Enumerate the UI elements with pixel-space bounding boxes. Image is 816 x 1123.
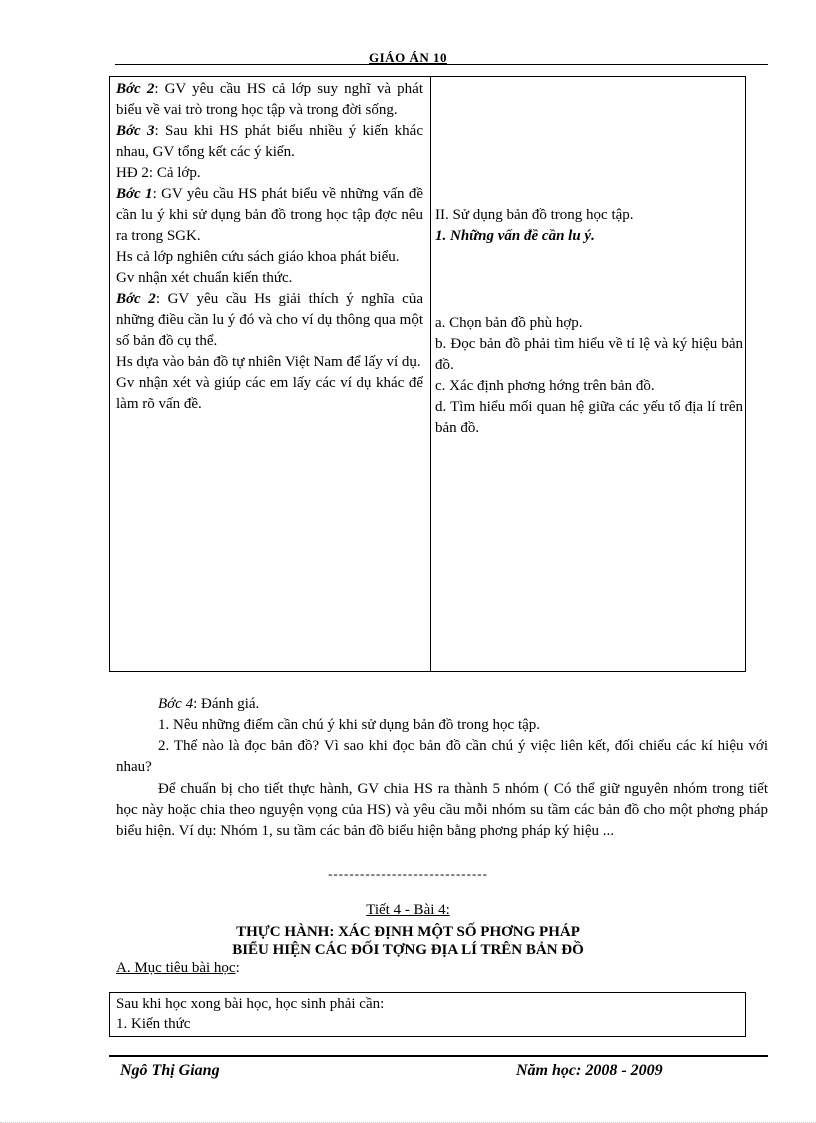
separator: ------------------------------ bbox=[328, 866, 488, 881]
step4-line: Bớc 4: Đánh giá. bbox=[158, 696, 260, 712]
activity-text: Gv nhận xét và giúp các em lấy các ví dụ khác để làm rõ vấn đề. bbox=[116, 375, 423, 412]
content-heading-block bbox=[435, 205, 743, 247]
header-rule bbox=[115, 64, 768, 65]
list-item: b. Đọc bản đồ phải tìm hiểu về tỉ lệ và ký hiệu bản đồ. bbox=[435, 336, 743, 373]
teacher-activities-column bbox=[116, 79, 423, 415]
lesson-title-line2: BIỂU HIỆN CÁC ĐỐI TỢNG ĐỊA LÍ TRÊN BẢN ĐỒ bbox=[232, 942, 584, 958]
preparation-paragraph: Để chuẩn bị cho tiết thực hành, GV chia HS ra thành 5 nhóm ( Có thể giữ nguyên nhóm trong tiết học này hoặc chia theo nguyện vọng của HS) và yêu cầu mỗi nhóm su tầm các bản đồ cho một phơng pháp biểu hiện. Ví dụ: Nhóm 1, su tầm các bản đồ biểu hiện bằng phơng pháp ký hiệu ... bbox=[116, 781, 768, 839]
content-list bbox=[435, 313, 743, 439]
column-divider bbox=[430, 77, 431, 671]
objectives-knowledge: 1. Kiến thức bbox=[116, 1016, 191, 1032]
section-heading: II. Sử dụng bản đồ trong học tập. bbox=[435, 207, 634, 223]
list-item: d. Tìm hiểu mối quan hệ giữa các yếu tố địa lí trên bản đồ. bbox=[435, 399, 743, 436]
objectives-box bbox=[109, 992, 746, 1037]
question-1: 1. Nêu những điểm cần chú ý khi sử dụng bản đồ trong học tập. bbox=[158, 717, 541, 733]
section-subheading: 1. Những vấn đề cần lu ý. bbox=[435, 228, 595, 244]
activity-text: Gv nhận xét chuẩn kiến thức. bbox=[116, 270, 293, 286]
activity-step: Bớc 2: GV yêu cầu HS cả lớp suy nghĩ và phát biểu về vai trò trong học tập và trong đời sống. bbox=[116, 81, 423, 118]
activity-step: Bớc 2: GV yêu cầu Hs giải thích ý nghĩa của những điều cần lu ý đó và cho ví dụ thông qua một số bản đồ cụ thể. bbox=[116, 291, 423, 349]
header-title: GIÁO ÁN 10 bbox=[369, 50, 447, 65]
activity-text: Hs cả lớp nghiên cứu sách giáo khoa phát biểu. bbox=[116, 249, 400, 265]
activity-group-heading: HĐ 2: Cả lớp. bbox=[116, 165, 201, 181]
question-2: 2. Thế nào là đọc bản đồ? Vì sao khi đọc bản đồ cần chú ý việc liên kết, đối chiếu các kí hiệu với nhau? bbox=[116, 738, 768, 775]
lesson-number: Tiết 4 - Bài 4: bbox=[366, 902, 450, 918]
lesson-table bbox=[109, 76, 746, 672]
activity-step: Bớc 3: Sau khi HS phát biểu nhiều ý kiến khác nhau, GV tổng kết các ý kiến. bbox=[116, 123, 423, 160]
footer-author: Ngô Thị Giang bbox=[120, 1062, 220, 1079]
objectives-heading: A. Mục tiêu bài học: bbox=[116, 960, 240, 976]
footer-year: Năm học: 2008 - 2009 bbox=[516, 1062, 663, 1079]
list-item: a. Chọn bản đồ phù hợp. bbox=[435, 315, 583, 331]
list-item: c. Xác định phơng hớng trên bản đồ. bbox=[435, 378, 655, 394]
activity-step: Bớc 1: GV yêu cầu HS phát biểu về những vấn đề cần lu ý khi sử dụng bản đồ trong học tập đợc nêu ra trong SGK. bbox=[116, 186, 423, 244]
footer-rule bbox=[109, 1055, 768, 1057]
objectives-intro: Sau khi học xong bài học, học sinh phải cần: bbox=[116, 996, 385, 1012]
lesson-title-line1: THỰC HÀNH: XÁC ĐỊNH MỘT SỐ PHƠNG PHÁP bbox=[236, 924, 580, 940]
activity-text: Hs dựa vào bản đồ tự nhiên Việt Nam để lấy ví dụ. bbox=[116, 354, 421, 370]
